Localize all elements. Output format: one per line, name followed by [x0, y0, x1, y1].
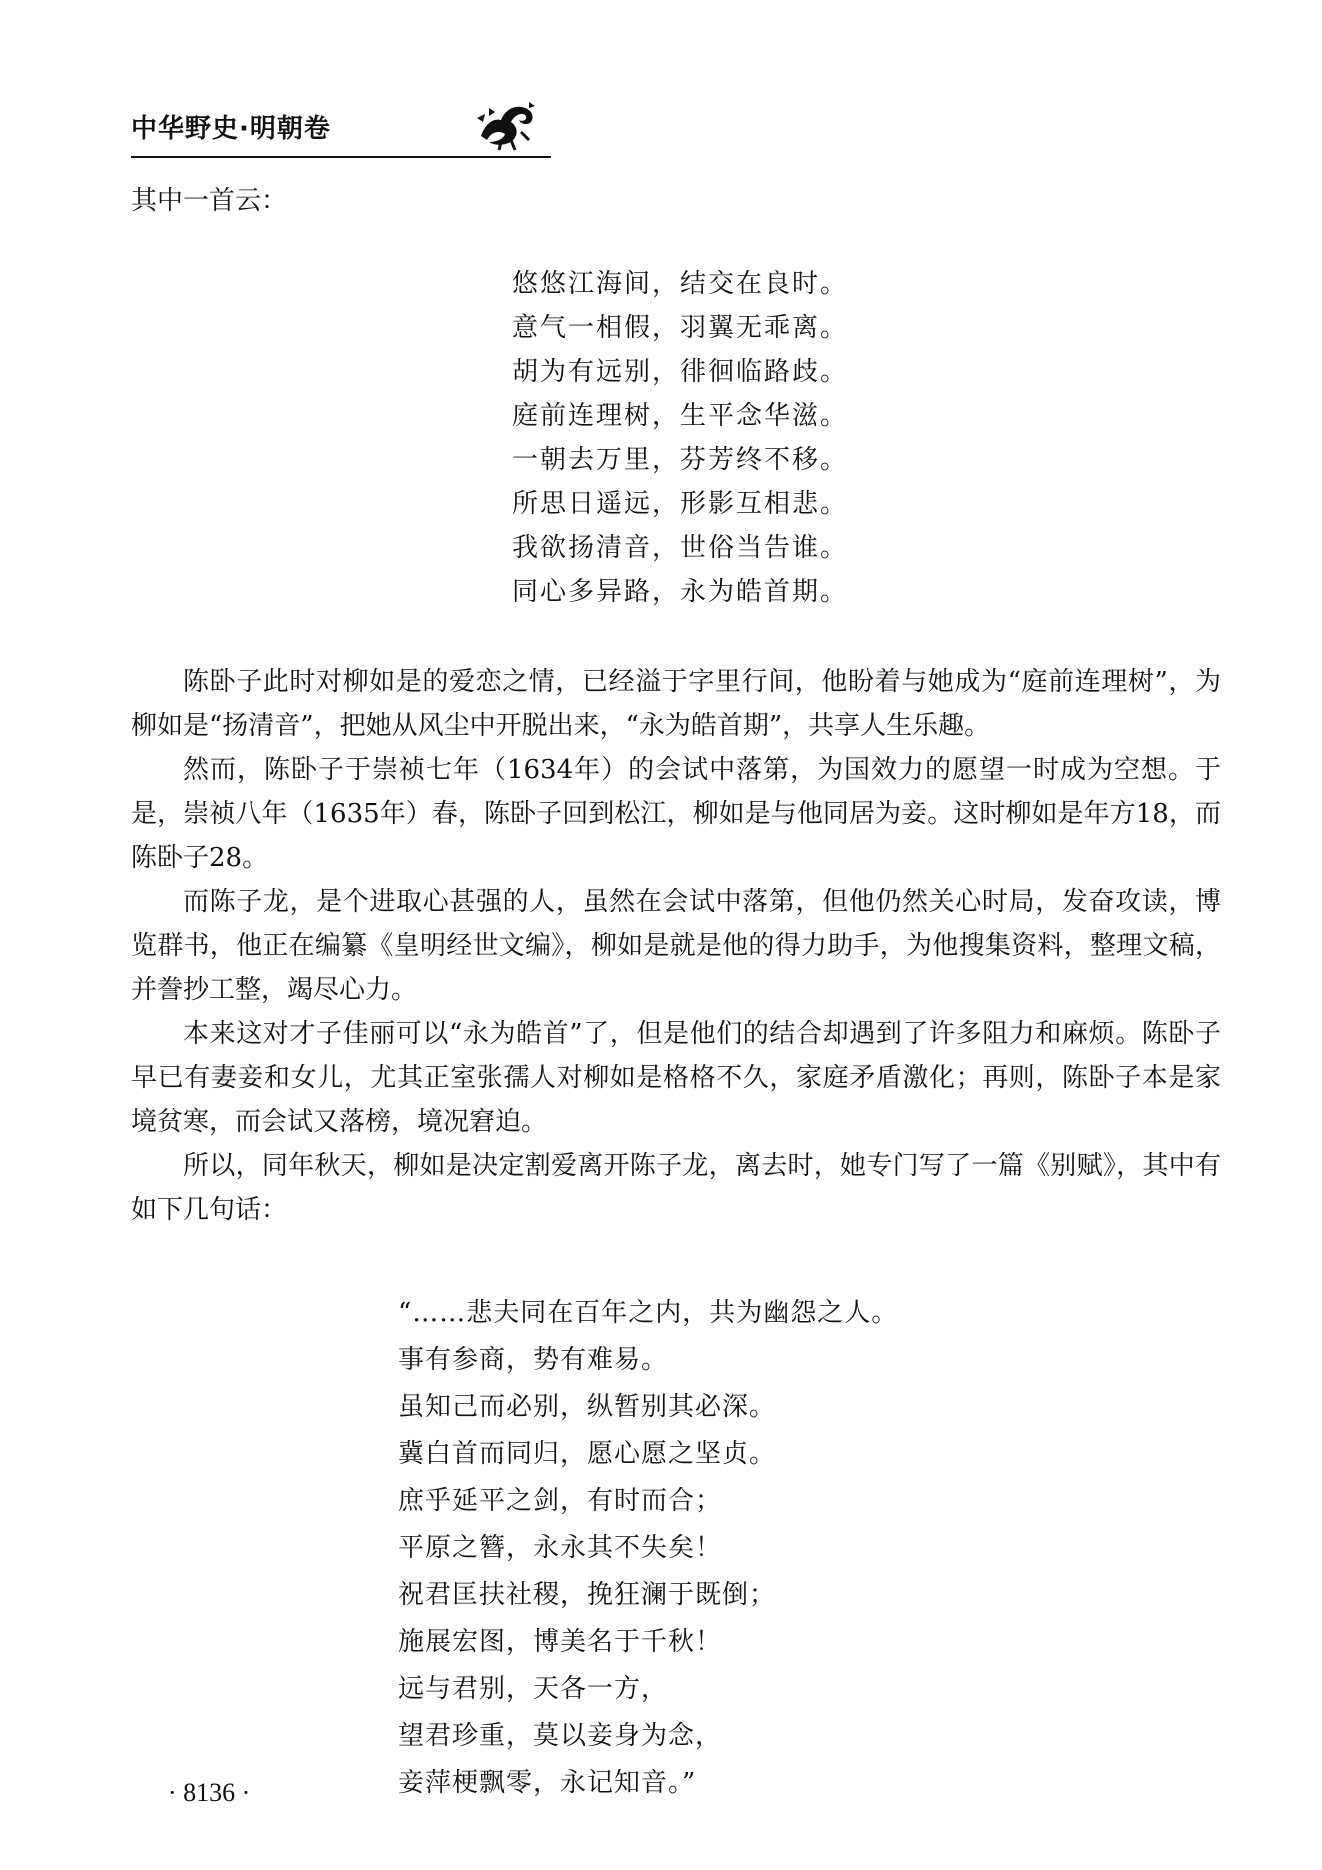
- running-header: [131, 96, 551, 158]
- poem-line: 所思日遥远，形影互相悲。: [512, 489, 849, 519]
- page-number: · 8136 ·: [168, 1778, 251, 1807]
- poem-line: 意气一相假，羽翼无乖离。: [512, 313, 849, 343]
- fu-line: 施展宏图，博美名于千秋！: [398, 1627, 723, 1657]
- poem: [512, 262, 848, 614]
- poem-line: 悠悠江海间，结交在良时。: [512, 269, 849, 299]
- body-text: [131, 660, 1221, 1232]
- fu-line: 冀白首而同归，愿心愿之坚贞。: [398, 1439, 777, 1469]
- fu-line: 祝君匡扶社稷，挽狂澜于既倒；: [398, 1580, 777, 1610]
- fu-line: 望君珍重，莫以妾身为念，: [398, 1721, 723, 1751]
- paragraph: 陈卧子此时对柳如是的爱恋之情，已经溢于字里行间，他盼着与她成为“庭前连理树”，为柳如是“扬清音”，把她从风尘中开脱出来，“永为皓首期”，共享人生乐趣。: [131, 667, 1221, 741]
- fu-line: 庶乎延平之剑，有时而合；: [398, 1486, 723, 1516]
- paragraph: 所以，同年秋天，柳如是决定割爱离开陈子龙，离去时，她专门写了一篇《别赋》，其中有如下几句话：: [131, 1151, 1221, 1225]
- book-title: 中华野史·明朝卷: [131, 114, 331, 144]
- paragraph: 本来这对才子佳丽可以“永为皓首”了，但是他们的结合却遇到了许多阻力和麻烦。陈卧子早已有妻妾和女儿，尤其正室张孺人对柳如是格格不久，家庭矛盾激化；再则，陈卧子本是家境贫寒，而会试又落榜，境况窘迫。: [131, 1019, 1221, 1137]
- dragon-emblem-icon: [471, 96, 541, 152]
- fu-line: 事有参商，势有难易。: [398, 1345, 669, 1375]
- fu-line: 平原之簪，永永其不失矣！: [398, 1533, 723, 1563]
- poem-line: 同心多异路，永为皓首期。: [512, 577, 849, 607]
- paragraph: 然而，陈卧子于崇祯七年（1634年）的会试中落第，为国效力的愿望一时成为空想。于是，崇祯八年（1635年）春，陈卧子回到松江，柳如是与他同居为妾。这时柳如是年方18，而陈卧子28。: [131, 755, 1221, 873]
- intro-line: 其中一首云：: [131, 186, 288, 216]
- poem-line: 庭前连理树，生平念华滋。: [512, 401, 849, 431]
- poem-line: 胡为有远别，徘徊临路歧。: [512, 357, 849, 387]
- paragraph: 而陈子龙，是个进取心甚强的人，虽然在会试中落第，但他仍然关心时局，发奋攻读，博览群书，他正在编纂《皇明经世文编》，柳如是就是他的得力助手，为他搜集资料，整理文稿，并誊抄工整，竭尽心力。: [131, 887, 1221, 1005]
- fu-line: 妾萍梗飘零，永记知音。”: [398, 1768, 697, 1798]
- fu-line: 虽知己而必别，纵暂别其必深。: [398, 1392, 777, 1422]
- poem-line: 我欲扬清音，世俗当告谁。: [512, 533, 849, 563]
- fu-line: “……悲夫同在百年之内，共为幽怨之人。: [398, 1298, 899, 1328]
- farewell-fu-quote: [398, 1290, 898, 1807]
- poem-line: 一朝去万里，芬芳终不移。: [512, 445, 849, 475]
- fu-line: 远与君别，天各一方，: [398, 1674, 669, 1704]
